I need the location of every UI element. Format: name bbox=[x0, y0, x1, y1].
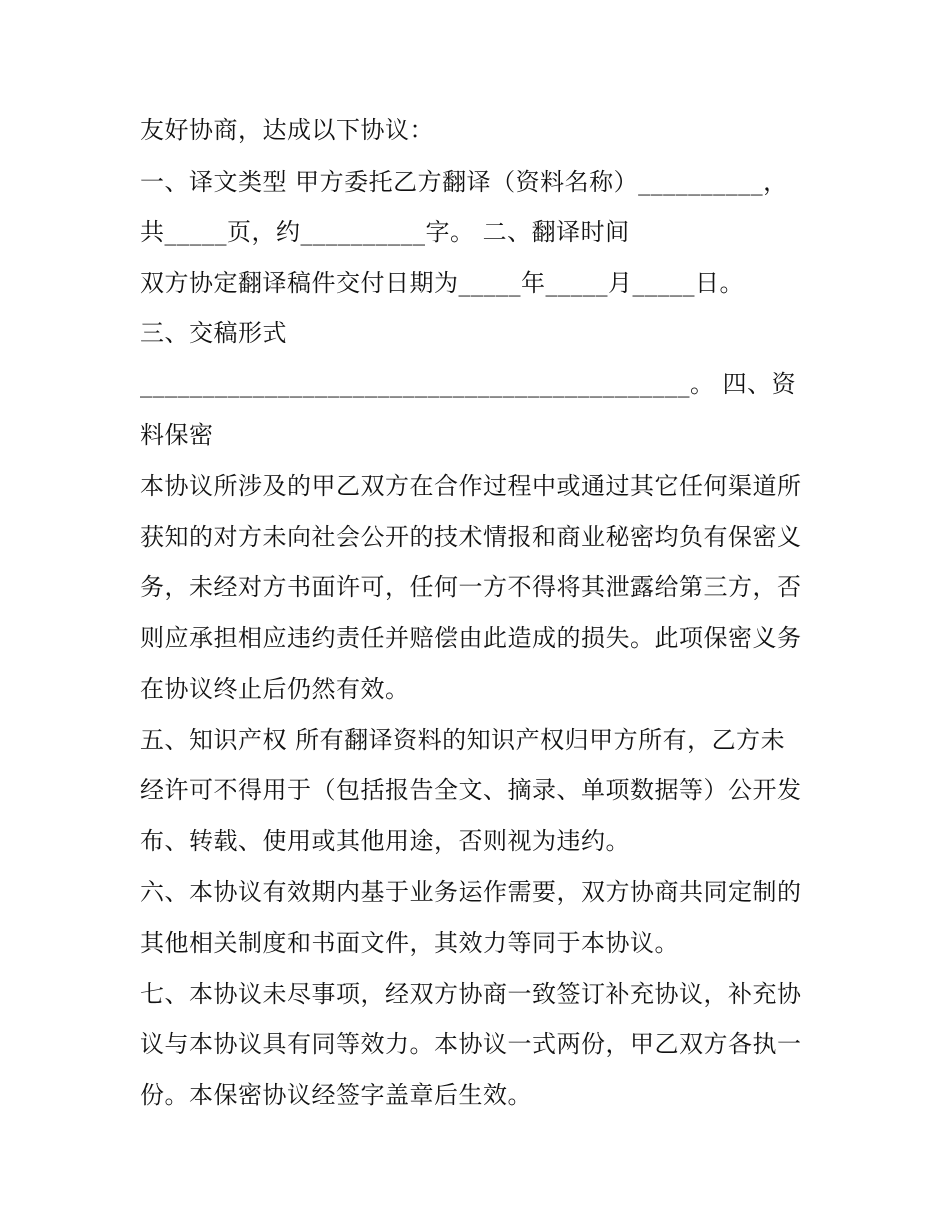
text-line: 双方协定翻译稿件交付日期为_____年_____月_____日。 bbox=[140, 269, 744, 297]
text-line: 经许可不得用于（包括报告全文、摘录、单项数据等）公开发 bbox=[140, 776, 802, 804]
text-line: 布、转载、使用或其他用途，否则视为违约。 bbox=[140, 827, 630, 855]
text-line: 七、本协议未尽事项，经双方协商一致签订补充协议，补充协 bbox=[140, 980, 802, 1008]
text-line: 则应承担相应违约责任并赔偿由此造成的损失。此项保密义务 bbox=[140, 624, 802, 652]
text-line: 五、知识产权 所有翻译资料的知识产权归甲方所有，乙方未 bbox=[140, 726, 786, 754]
text-line: 友好协商，达成以下协议： bbox=[140, 116, 434, 144]
text-line: 料保密 bbox=[140, 421, 214, 449]
text-line: 三、交稿形式 bbox=[140, 319, 287, 347]
text-line: 务，未经对方书面许可，任何一方不得将其泄露给第三方，否 bbox=[140, 573, 802, 601]
text-line: 本协议所涉及的甲乙双方在合作过程中或通过其它任何渠道所 bbox=[140, 472, 802, 500]
text-line: ____________________________________________。 四、资 bbox=[140, 370, 797, 398]
text-line: 六、本协议有效期内基于业务运作需要，双方协商共同定制的 bbox=[140, 878, 802, 906]
text-line: 份。本保密协议经签字盖章后生效。 bbox=[140, 1081, 532, 1109]
text-line: 获知的对方未向社会公开的技术情报和商业秘密均负有保密义 bbox=[140, 523, 802, 551]
text-line: 一、译文类型 甲方委托乙方翻译（资料名称）__________， bbox=[140, 168, 788, 196]
text-line: 议与本协议具有同等效力。本协议一式两份，甲乙双方各执一 bbox=[140, 1030, 802, 1058]
text-line: 共_____页，约__________字。 二、翻译时间 bbox=[140, 218, 630, 246]
text-line: 其他相关制度和书面文件，其效力等同于本协议。 bbox=[140, 929, 679, 957]
text-line: 在协议终止后仍然有效。 bbox=[140, 675, 410, 703]
